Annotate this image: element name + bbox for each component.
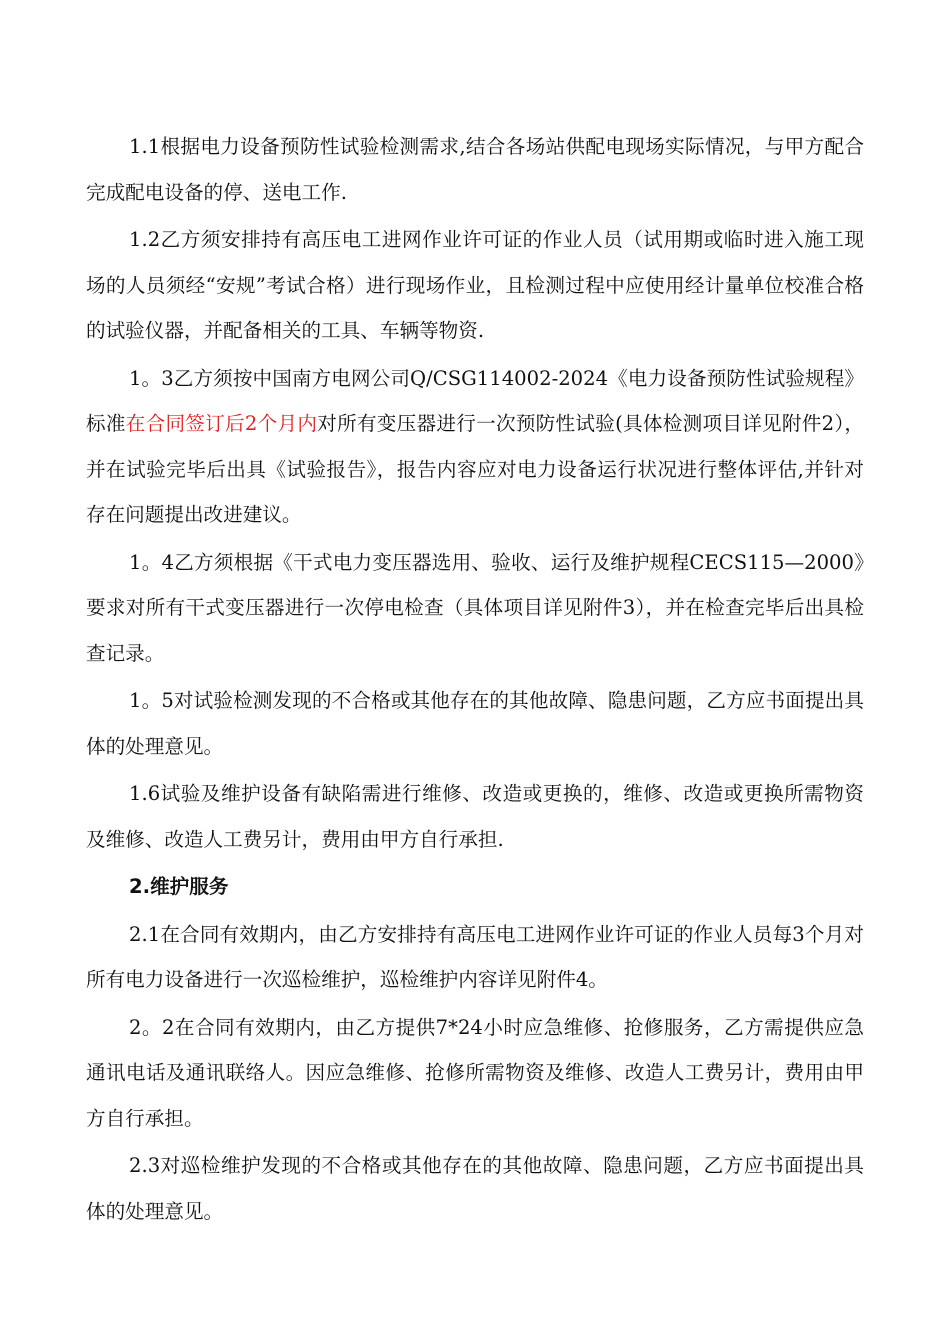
paragraph-1-3-text-end: 对所有变压器进行一次预防性试验(具体检测项目详见附件2），并在试验完毕后出具《试验报告》，报告内容应对电力设备运行状况进行整体评估,并针对存在问题提出改进建议。 xyxy=(86,412,865,526)
paragraph-2-3: 2.3对巡检维护发现的不合格或其他存在的其他故障、隐患问题，乙方应书面提出具体的处理意见。 xyxy=(86,1154,864,1223)
paragraph-1-4: 1。4乙方须根据《干式电力变压器选用、验收、运行及维护规程CECS115—2000》要求对所有干式变压器进行一次停电检查（具体项目详见附件3），并在检查完毕后出具检查记录。 xyxy=(86,550,864,665)
paragraph-1-2: 1.2乙方须安排持有高压电工进网作业许可证的作业人员（试用期或临时进入施工现场的人员须经“安规”考试合格）进行现场作业，且检测过程中应使用经计量单位校准合格的试验仪器，并配备相关的工具、车辆等物资. xyxy=(86,228,864,342)
paragraph-1-3-text-start: 1。3乙方须按中国南方电网公司Q/CSG114002-2024《电力设备预防性试验规程》标准 xyxy=(86,366,864,435)
paragraph-2-2: 2。2在合同有效期内，由乙方提供7*24小时应急维修、抢修服务，乙方需提供应急通讯电话及通讯联络人。因应急维修、抢修所需物资及维修、改造人工费另计，费用由甲方自行承担。 xyxy=(86,1015,864,1130)
paragraph-1-3 xyxy=(86,356,864,538)
paragraph-1-5: 1。5对试验检测发现的不合格或其他存在的其他故障、隐患问题，乙方应书面提出具体的处理意见。 xyxy=(86,689,864,758)
section-heading-maintenance: 2.维护服务 xyxy=(129,875,229,898)
paragraph-1-1: 1.1根据电力设备预防性试验检测需求,结合各场站供配电现场实际情况，与甲方配合完成配电设备的停、送电工作. xyxy=(86,135,864,204)
paragraph-1-3-deadline-highlight: 在合同签订后2个月内 xyxy=(125,412,318,435)
document-body xyxy=(86,124,864,1236)
paragraph-1-6: 1.6试验及维护设备有缺陷需进行维修、改造或更换的，维修、改造或更换所需物资及维修、改造人工费另计，费用由甲方自行承担. xyxy=(86,782,864,851)
paragraph-2-1: 2.1在合同有效期内，由乙方安排持有高压电工进网作业许可证的作业人员每3个月对所有电力设备进行一次巡检维护，巡检维护内容详见附件4。 xyxy=(86,922,864,991)
